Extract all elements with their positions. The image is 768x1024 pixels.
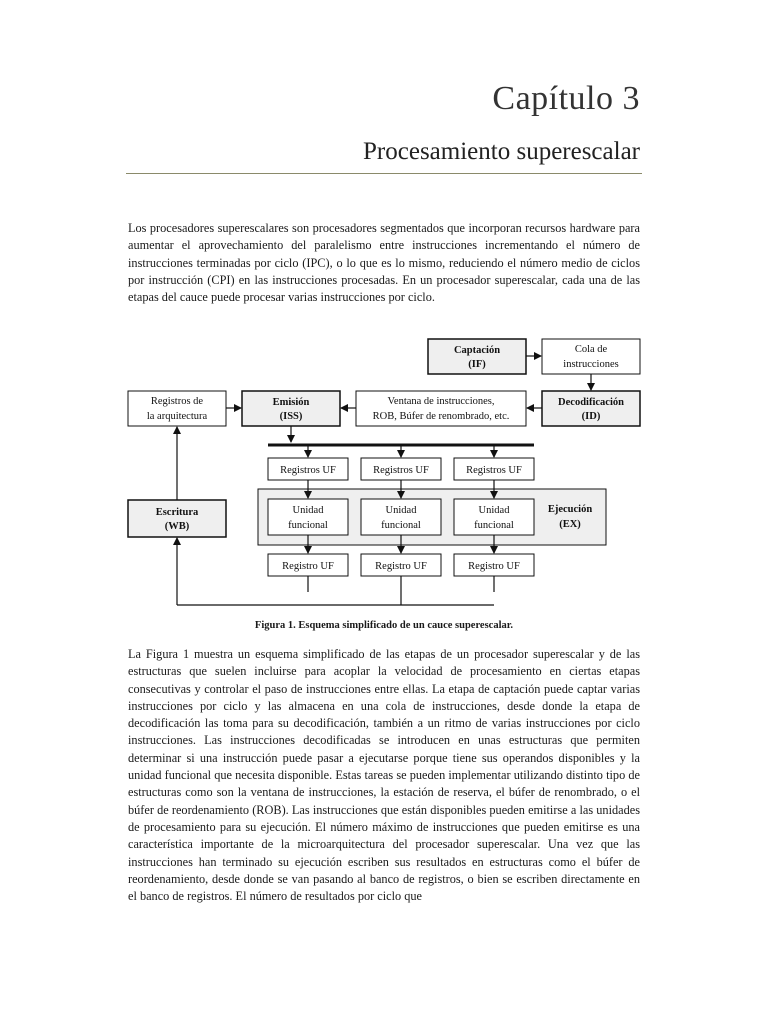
emision-label: Emisión: [272, 397, 310, 408]
unidad-funcional-label-2: funcional: [474, 520, 514, 531]
unidad-funcional-label-2: funcional: [288, 520, 328, 531]
body-paragraph: La Figura 1 muestra un esquema simplificado de las etapas de un procesador superescalar y de las estructuras que suelen incluirse para acoplar la velocidad de procesamiento en ciertas etapas consecutivas y controlar el paso de instrucciones entre ellas. La etapa de captación puede captar varias instrucciones por ciclo y las almacena en una cola de instrucciones, desde donde la etapa de decodificación las toma para su decodificación, también a un ritmo de varias instrucciones por ciclo instrucciones. Las instrucciones decodificadas se introducen en unas estructuras que permiten determinar si una instrucción puede pasar a ejecutarse porque tiene sus operandos disponibles y la unidad funcional que necesita disponible. Estas tareas se pueden implementar utilizando distinto tipo de estructuras como son la ventana de instrucciones, la estación de reserva, el búfer de renombrado, o el búfer de reordenamiento (ROB). Las instrucciones que están disponibles pueden emitirse a las unidades de procesamiento para su ejecución. El número máximo de instrucciones que pueden emitirse es una característica importante de la microarquitectura del procesador superescalar. Una vez que las instrucciones han terminado su ejecución escriben sus resultados en estructuras como el búfer de reordenamiento, desde donde se van pasando al banco de registros, o bien se escriben directamente en el banco de registros. El número de resultados por ciclo que: [128, 647, 640, 904]
registro-uf-label: Registro UF: [468, 561, 520, 572]
unidad-funcional-label: Unidad: [478, 505, 510, 516]
registros-arq-label-2: la arquitectura: [146, 411, 208, 422]
title-divider: [126, 173, 642, 174]
registros-uf-label: Registros UF: [373, 465, 429, 476]
intro-paragraph: Los procesadores superescalares son procesadores segmentados que incorporan recursos hardware para aumentar el aprovechamiento del paralelismo entre instrucciones incrementando el número de instrucciones terminadas por ciclo (IPC), o lo que es lo mismo, reduciendo el número medio de ciclos por instrucción (CPI) en las instrucciones procesadas. En un procesador superescalar, cada una de las etapas del cauce puede procesar varias instrucciones por ciclo.: [128, 221, 640, 305]
decodificacion-abbr: (ID): [581, 411, 601, 422]
emision-abbr: (ISS): [279, 411, 303, 422]
registros-uf-label: Registros UF: [466, 465, 522, 476]
unidad-funcional-label: Unidad: [385, 505, 417, 516]
escritura-abbr: (WB): [164, 521, 190, 532]
escritura-label: Escritura: [155, 507, 199, 518]
registro-uf-label: Registro UF: [375, 561, 427, 572]
registro-uf-label: Registro UF: [282, 561, 334, 572]
registros-uf-label: Registros UF: [280, 465, 336, 476]
unidad-funcional-label-2: funcional: [381, 520, 421, 531]
ejecucion-abbr: (EX): [559, 519, 581, 530]
cola-label: Cola de: [574, 344, 608, 355]
chapter-title: Procesamiento superescalar: [363, 138, 640, 165]
cola-label-2: instrucciones: [563, 359, 619, 370]
decodificacion-label: Decodificación: [558, 397, 624, 408]
ventana-label-2: ROB, Búfer de renombrado, etc.: [372, 411, 510, 422]
pipeline-diagram: [126, 334, 642, 614]
ventana-label: Ventana de instrucciones,: [387, 396, 495, 407]
chapter-number: Capítulo 3: [492, 80, 640, 117]
ejecucion-label: Ejecución: [547, 504, 593, 515]
unidad-funcional-label: Unidad: [292, 505, 324, 516]
figure-caption: Figura 1. Esquema simplificado de un cauce superescalar.: [254, 620, 514, 631]
captacion-label: Captación: [453, 345, 501, 356]
registros-arq-label: Registros de: [150, 396, 204, 407]
captacion-abbr: (IF): [468, 359, 486, 370]
